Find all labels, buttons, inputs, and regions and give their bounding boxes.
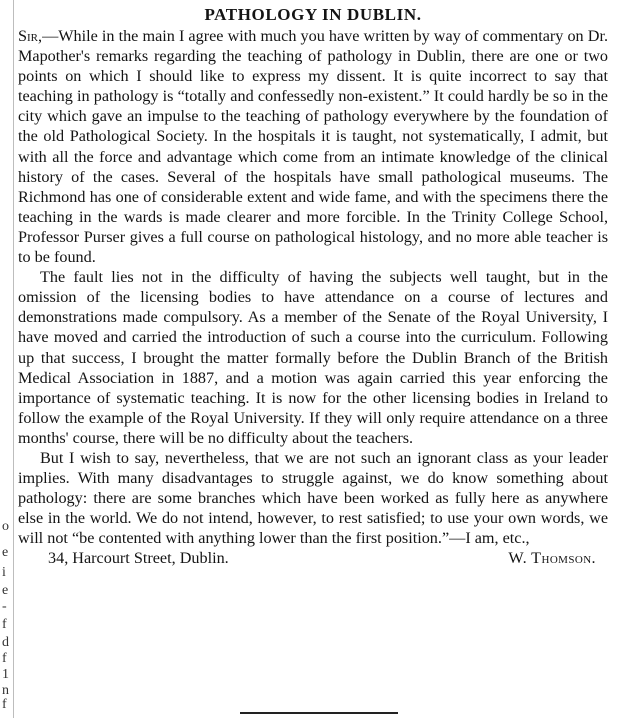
adjacent-column-edge	[0, 0, 14, 718]
sender-address: 34, Harcourt Street, Dublin.	[48, 549, 229, 568]
paragraph-2: The fault lies not in the difficulty of having the subjects well taught, but in the omission of the licensing bodies to have attendance on a course of lectures and demonstrations made compulsory. As a member of the Senate of the Royal University, I have moved and carried the introduction of such a course into the curriculum. Following up that success, I brought the matter formally before the Dublin Branch of the British Medical Association in 1887, and a motion was again carried this year enforcing the importance of systematic teaching. It is now for the other licensing bodies in Ireland to follow the example of the Royal University. If they will only require attendance on a three months' course, there will be no difficulty about the teachers.	[18, 268, 608, 447]
margin-fragment: n	[2, 684, 9, 698]
sign-off-line	[18, 548, 608, 569]
article-end-rule	[240, 712, 398, 714]
margin-fragment: i	[2, 566, 6, 580]
margin-fragment: o	[2, 520, 9, 534]
margin-fragment: f	[2, 618, 7, 632]
salutation: Sir,	[18, 27, 43, 45]
margin-fragment: 1	[2, 668, 9, 682]
column-rule	[13, 0, 14, 718]
article-title: PATHOLOGY IN DUBLIN.	[204, 5, 422, 24]
margin-fragment: -	[2, 600, 7, 614]
margin-fragment: f	[2, 652, 7, 666]
author-signature: W. Thomson.	[508, 549, 596, 568]
paragraph-3: But I wish to say, nevertheless, that we are not such an ignorant class as your leader implies. With many disadvantages to struggle against, we do know something about pathology: there are some branches which have been worked as fully here as anywhere else in the world. We do not intend, however, to rest satisfied; to use your own words, we will not “be contented with anything lower than the first position.”—I am, etc.,	[18, 448, 608, 548]
margin-fragment: f	[2, 698, 7, 712]
paragraph-1	[18, 26, 608, 267]
margin-fragment: d	[2, 636, 9, 650]
margin-fragment: e	[2, 584, 9, 598]
paragraph-1-text: —While in the main I agree with much you have written by way of commentary on Dr. Mapother's remarks regarding the teaching of pathology in Dublin, there are one or two points on which I should like to express my dissent. It is quite incorrect to say that teaching in pathology is “totally and confessedly non-existent.” It could hardly be so in the city which gave an impulse to the teaching of pathology everywhere by the foundation of the old Pathological Society. In the hospitals it is taught, not systematically, I admit, but with all the force and advantage which come from an intimate knowledge of the clinical history of the cases. Several of the hospitals have small pathological museums. The Richmond has one of considerable extent and wide fame, and with the specimens there the teaching in the wards is made clearer and more forcible. In the Trinity College School, Professor Purser gives a full course on pathological histology, and no more able teacher is to be found.	[18, 27, 608, 267]
letter-article	[18, 2, 608, 569]
margin-fragment: e	[2, 546, 9, 560]
